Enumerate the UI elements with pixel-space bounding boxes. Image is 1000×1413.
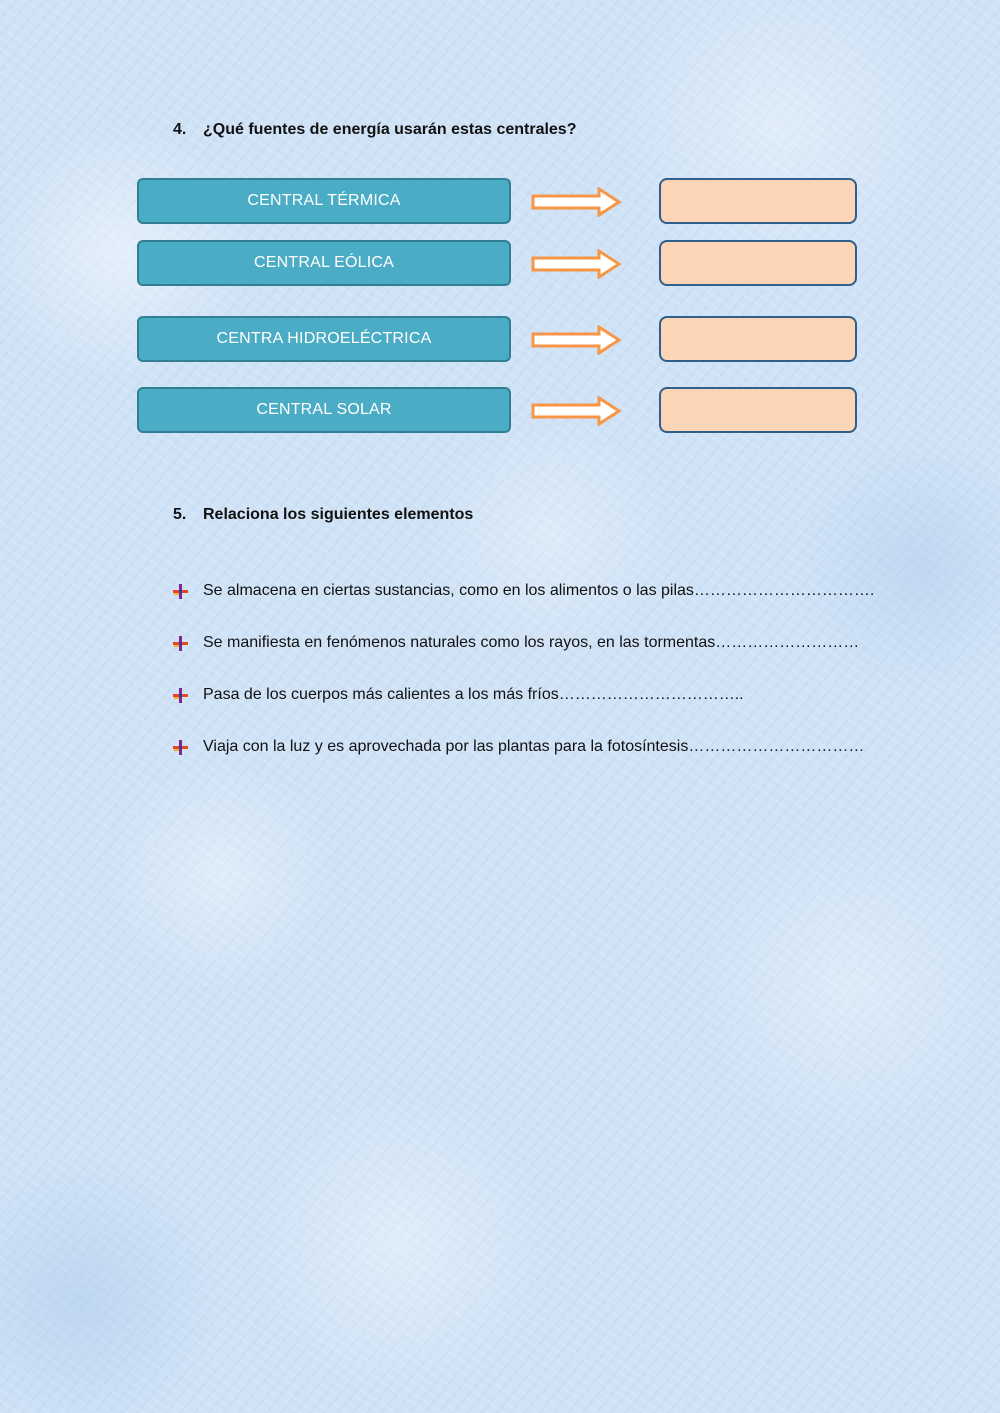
right-arrow-icon [531, 325, 623, 355]
list-item [172, 738, 864, 756]
question-4-heading [173, 121, 576, 139]
item-text: Se almacena en ciertas sustancias, como en los alimentos o las pilas……………………………. [203, 582, 875, 599]
plant-row [137, 316, 859, 362]
answer-box-eolica[interactable] [659, 240, 857, 286]
plus-bullet-icon [172, 635, 189, 652]
plant-row [137, 387, 859, 433]
plus-bullet-icon [172, 583, 189, 600]
plant-label-eolica: CENTRAL EÓLICA [137, 240, 511, 286]
list-item [172, 634, 859, 652]
question-number: 5. [173, 506, 187, 523]
item-text: Viaja con la luz y es aprovechada por las plantas para la fotosíntesis…………………………… [203, 738, 865, 755]
plant-row [137, 240, 859, 286]
question-5-heading [173, 506, 473, 524]
plus-bullet-icon [172, 687, 189, 704]
plant-label-solar: CENTRAL SOLAR [137, 387, 511, 433]
question-title: ¿Qué fuentes de energía usarán estas centrales? [203, 121, 577, 138]
answer-box-solar[interactable] [659, 387, 857, 433]
plus-bullet-icon [172, 739, 189, 756]
plant-label-termica: CENTRAL TÉRMICA [137, 178, 511, 224]
list-item [172, 686, 744, 704]
right-arrow-icon [531, 187, 623, 217]
question-number: 4. [173, 121, 187, 138]
plant-label-hidroelectrica: CENTRA HIDROELÉCTRICA [137, 316, 511, 362]
item-text: Se manifiesta en fenómenos naturales como los rayos, en las tormentas……………………… [203, 634, 860, 651]
item-text: Pasa de los cuerpos más calientes a los más fríos…………………………….. [203, 686, 744, 703]
plant-row [137, 178, 859, 224]
right-arrow-icon [531, 249, 623, 279]
question-title: Relaciona los siguientes elementos [203, 506, 474, 523]
answer-box-hidroelectrica[interactable] [659, 316, 857, 362]
answer-box-termica[interactable] [659, 178, 857, 224]
list-item [172, 582, 874, 600]
right-arrow-icon [531, 396, 623, 426]
